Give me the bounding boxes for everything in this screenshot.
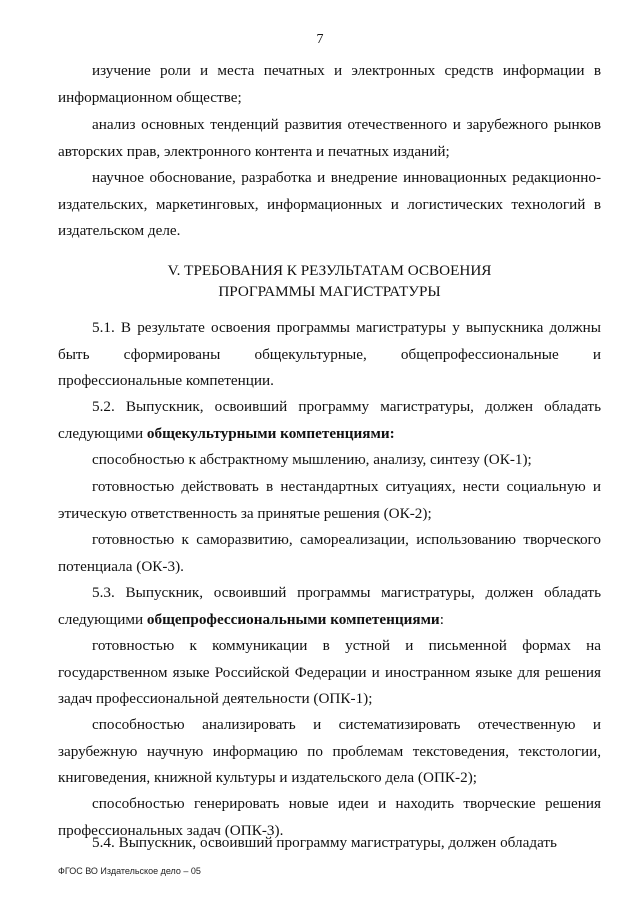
competence-ok1: способностью к абстрактному мышлению, анализу, синтезу (ОК-1); bbox=[92, 451, 532, 468]
paragraph-5-3-lead: 5.3. Выпускник, освоивший программы магистратуры, должен обладать следующими bbox=[58, 584, 601, 628]
competence-opk1: готовностью к коммуникации в устной и письменной формах на государственном языке Российской Федерации и иностранном языке для решения задач профессиональной деятельности (ОПК-1); bbox=[58, 637, 601, 707]
competence-opk2: способностью анализировать и систематизировать отечественную и зарубежную научную информацию по проблемам текстоведения, текстологии, книговедения, книжной культуры и издательского дела (ОПК-2); bbox=[58, 716, 601, 786]
competence-opk3: способностью генерировать новые идеи и находить творческие решения профессиональных задач (ОПК-3). bbox=[58, 795, 601, 839]
paragraph-5-2-bold: общекультурными компетенциями: bbox=[146, 424, 395, 442]
paragraph-5-3-bold: общепрофессиональными компетенциями bbox=[146, 610, 440, 628]
competence-ok2: готовностью действовать в нестандартных ситуациях, нести социальную и этическую ответственность за принятые решения (ОК-2); bbox=[58, 478, 601, 522]
page-number: 7 bbox=[316, 32, 324, 47]
paragraph-5-4: 5.4. Выпускник, освоивший программу магистратуры, должен обладать bbox=[92, 834, 557, 851]
paragraph-role-study: изучение роли и места печатных и электронных средств информации в информационном обществе; bbox=[58, 62, 601, 106]
competence-ok3: готовностью к саморазвитию, самореализации, использованию творческого потенциала (ОК-3). bbox=[58, 531, 601, 575]
footer-label: ФГОС ВО Издательское дело – 05 bbox=[58, 866, 201, 876]
section-heading bbox=[58, 260, 601, 302]
paragraph-5-3-tail: : bbox=[439, 610, 444, 628]
section-heading-line1: V. ТРЕБОВАНИЯ К РЕЗУЛЬТАТАМ ОСВОЕНИЯ bbox=[167, 262, 492, 279]
paragraph-5-2 bbox=[58, 394, 601, 447]
paragraph-5-3 bbox=[58, 580, 601, 633]
paragraph-5-1: 5.1. В результате освоения программы магистратуры у выпускника должны быть сформированы общекультурные, общепрофессиональные и профессиональные компетенции. bbox=[58, 319, 601, 389]
paragraph-market-analysis: анализ основных тенденций развития отечественного и зарубежного рынков авторских прав, электронного контента и печатных изданий; bbox=[58, 116, 601, 160]
section-heading-line2: ПРОГРАММЫ МАГИСТРАТУРЫ bbox=[218, 283, 441, 300]
paragraph-innovation: научное обоснование, разработка и внедрение инновационных редакционно-издательских, маркетинговых, информационных и логистических технологий в издательском деле. bbox=[58, 169, 601, 239]
paragraph-5-2-lead: 5.2. Выпускник, освоивший программу магистратуры, должен обладать следующими bbox=[58, 398, 601, 442]
